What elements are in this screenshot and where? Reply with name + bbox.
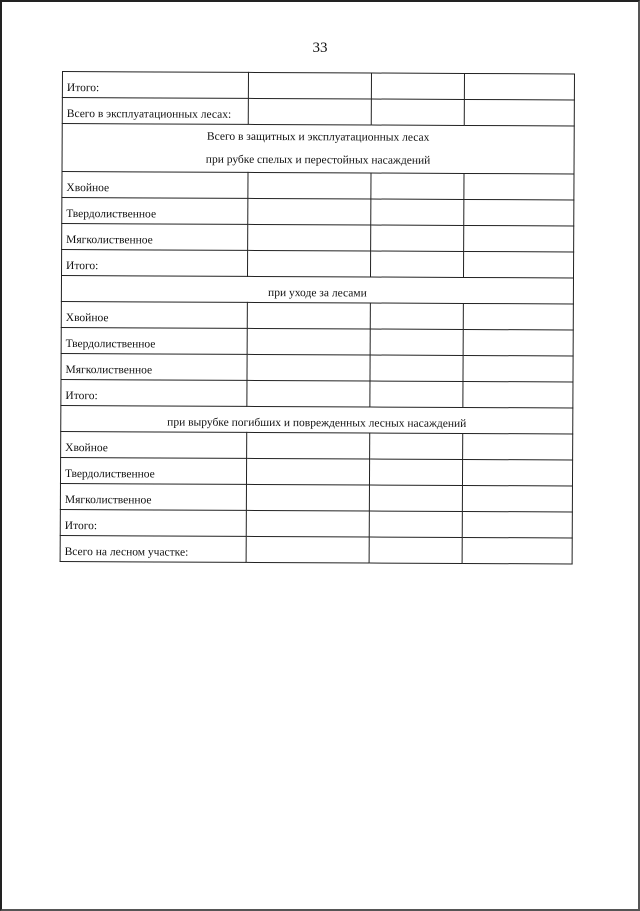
table-cell	[462, 511, 572, 538]
table-row	[61, 379, 573, 408]
row-label: Хвойное	[62, 172, 248, 199]
table-cell	[463, 355, 573, 382]
table-cell	[247, 354, 370, 381]
section-header-line-2: при рубке спелых и перестойных насаждений	[205, 153, 431, 167]
table-cell	[463, 381, 573, 408]
table-cell	[246, 484, 369, 511]
total-row	[60, 535, 572, 564]
table-cell	[247, 250, 370, 277]
table-row	[61, 327, 573, 356]
row-label: Мягколиственное	[61, 353, 247, 380]
forest-volume-table	[60, 71, 575, 565]
row-label: Твердолиственное	[62, 198, 248, 225]
table-cell	[246, 536, 369, 563]
row-label: Хвойное	[61, 301, 247, 328]
row-label: Всего на лесном участке:	[60, 535, 246, 562]
table-cell	[370, 433, 463, 459]
table-cell	[464, 199, 574, 226]
table-row	[60, 509, 572, 538]
table-cell	[463, 303, 573, 330]
table-cell	[370, 251, 463, 277]
table-cell	[246, 510, 369, 537]
table-cell	[248, 224, 371, 251]
table-row	[62, 250, 574, 279]
table-cell	[462, 537, 572, 564]
table-cell	[247, 328, 370, 355]
table-cell	[369, 511, 462, 537]
section-header-row	[61, 405, 573, 434]
table-cell	[247, 380, 370, 407]
row-label: Всего в эксплуатационных лесах:	[62, 98, 248, 125]
table-row	[62, 224, 574, 253]
table-row	[62, 172, 574, 201]
row-label: Твердолиственное	[60, 457, 246, 484]
row-label: Мягколиственное	[60, 483, 246, 510]
row-label: Твердолиственное	[61, 327, 247, 354]
row-label: Итого:	[62, 72, 248, 99]
table-cell	[464, 173, 574, 200]
table-cell	[247, 432, 370, 459]
section-header-forest-care: при уходе за лесами	[61, 276, 573, 305]
table-cell	[464, 99, 574, 126]
page-number: 33	[312, 40, 328, 56]
section-header-dead-stands: при вырубке погибших и поврежденных лесных насаждений	[61, 405, 573, 434]
table-row	[62, 72, 574, 101]
table-cell	[371, 73, 464, 99]
table-cell	[463, 433, 573, 460]
table-cell	[371, 225, 464, 251]
table-row	[61, 301, 573, 330]
table-cell	[464, 225, 574, 252]
table-row	[62, 198, 574, 227]
table-cell	[248, 198, 371, 225]
table-row	[60, 483, 572, 512]
table-cell	[247, 302, 370, 329]
table-cell	[248, 98, 371, 125]
table-cell	[370, 355, 463, 381]
section-header-row	[62, 124, 574, 175]
row-label: Итого:	[60, 509, 246, 536]
section-header-row	[61, 276, 573, 305]
row-label: Итого:	[61, 379, 247, 406]
table-cell	[371, 199, 464, 225]
table-cell	[463, 251, 573, 278]
table-cell	[370, 329, 463, 355]
section-header-all-forests	[62, 124, 574, 175]
table-cell	[462, 459, 572, 486]
table-row	[61, 431, 573, 460]
table-cell	[464, 73, 574, 100]
table-cell	[246, 458, 369, 485]
table-row	[61, 353, 573, 382]
table-cell	[371, 99, 464, 125]
row-label: Мягколиственное	[62, 224, 248, 251]
table-cell	[371, 173, 464, 199]
table-row	[62, 98, 574, 127]
table-cell	[248, 172, 371, 199]
table-row	[60, 457, 572, 486]
table-cell	[463, 329, 573, 356]
table-cell	[369, 485, 462, 511]
table-cell	[370, 381, 463, 407]
table-cell	[462, 485, 572, 512]
row-label: Хвойное	[61, 431, 247, 458]
section-header-line-1: Всего в защитных и эксплуатационных лесах	[206, 130, 430, 144]
table-cell	[370, 303, 463, 329]
table-cell	[369, 459, 462, 485]
table-cell	[248, 72, 371, 99]
table-cell	[369, 537, 462, 563]
row-label: Итого:	[62, 250, 248, 277]
